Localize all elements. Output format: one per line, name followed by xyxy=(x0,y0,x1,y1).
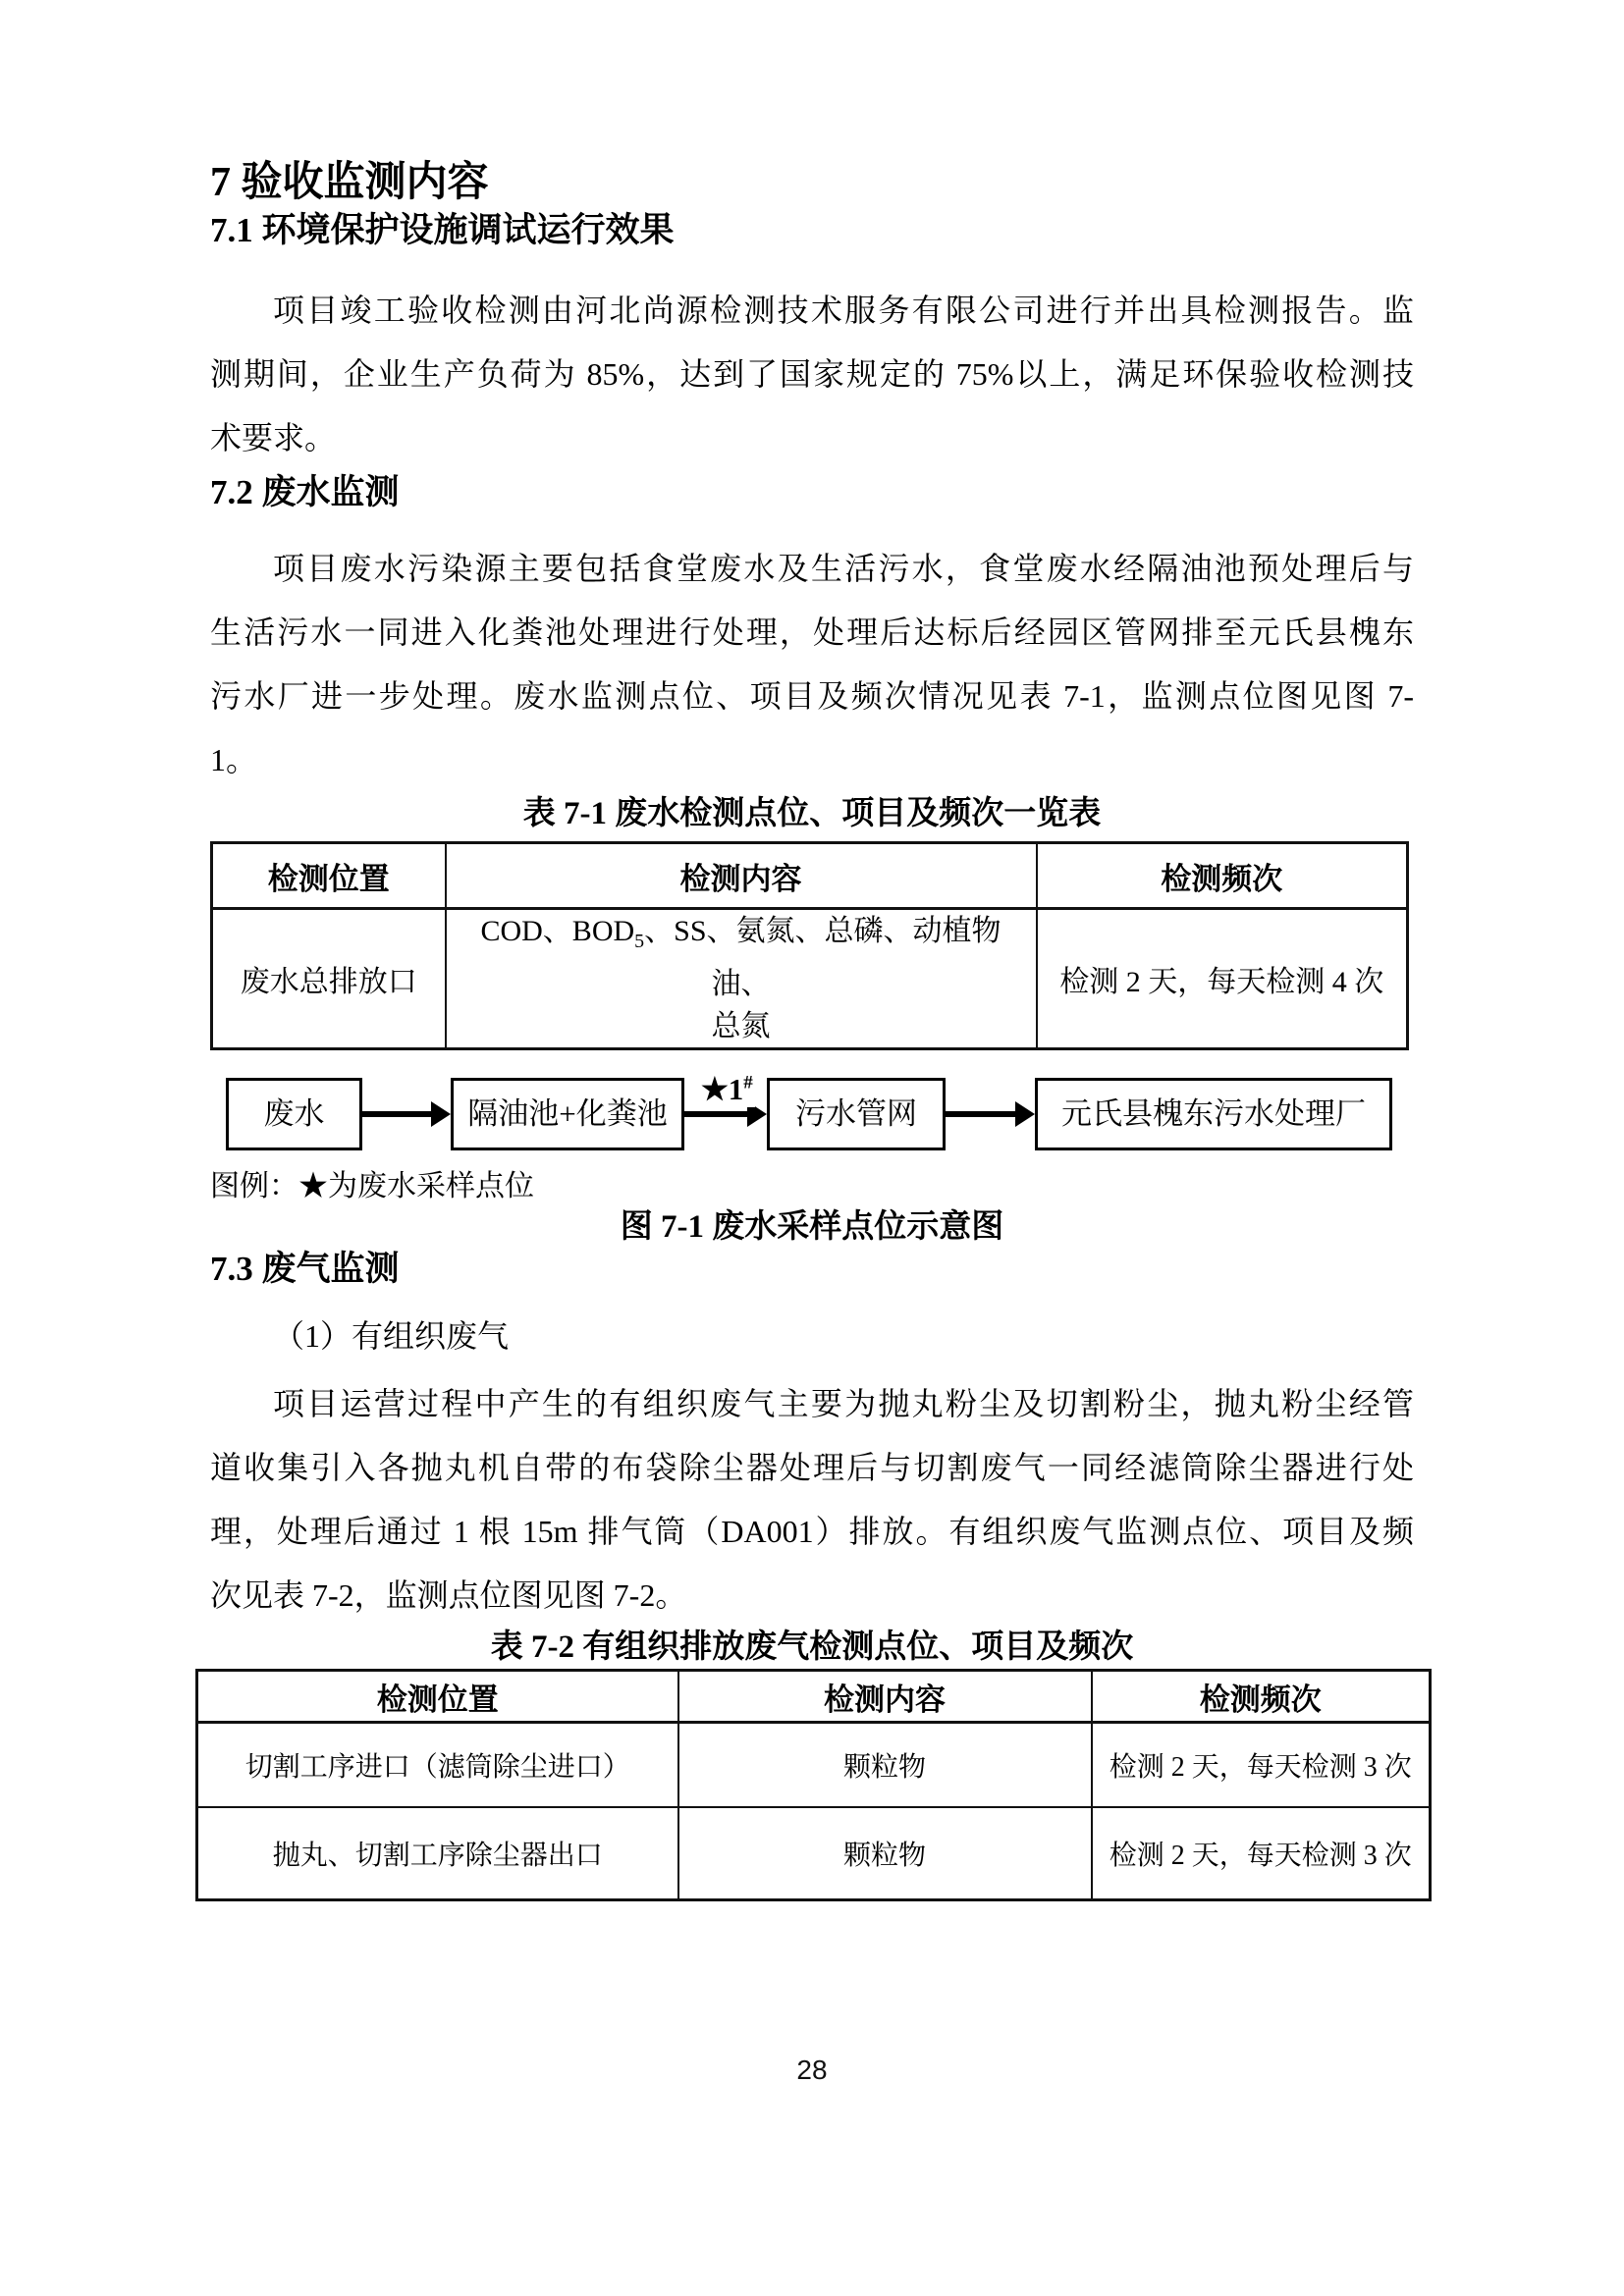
column-header-location: 检测位置 xyxy=(197,1671,678,1723)
legend-text: 为废水采样点位 xyxy=(328,1170,534,1202)
bod-subscript: 5 xyxy=(634,931,645,952)
paragraph-line: 理，处理后通过 1 根 15m 排气筒（DA001）排放。有组织废气监测点位、项目及频 xyxy=(210,1514,1414,1549)
paragraph-line: 项目运营过程中产生的有组织废气主要为抛丸粉尘及切割粉尘，抛丸粉尘经管 xyxy=(273,1386,1414,1421)
cell-content-pre: COD、BOD xyxy=(480,915,635,947)
paragraph-line: 1。 xyxy=(210,742,258,777)
paragraph-line: 次见表 7-2，监测点位图见图 7-2。 xyxy=(210,1577,687,1613)
cell-frequency: 检测 2 天，每天检测 4 次 xyxy=(1037,909,1408,1049)
paragraph-line: 项目竣工验收检测由河北尚源检测技术服务有限公司进行并出具检测报告。监 xyxy=(273,293,1414,328)
table-7-1 xyxy=(210,841,1409,1050)
flow-arrow-icon xyxy=(362,1078,451,1150)
paragraph-line: 污水厂进一步处理。废水监测点位、项目及频次情况见表 7-1，监测点位图见图 7- xyxy=(210,678,1414,714)
flow-box-treatment-plant: 元氏县槐东污水处理厂 xyxy=(1035,1078,1392,1150)
cell-content xyxy=(446,909,1037,1049)
paragraph-line: 术要求。 xyxy=(210,420,337,455)
cell-content: 颗粒物 xyxy=(678,1723,1092,1808)
column-header-frequency: 检测频次 xyxy=(1092,1671,1431,1723)
paragraph-line: 道收集引入各抛丸机自带的布袋除尘器处理后与切割废气一同经滤筒除尘器进行处 xyxy=(210,1450,1414,1485)
cell-frequency: 检测 2 天，每天检测 3 次 xyxy=(1092,1723,1431,1808)
cell-content-line1 xyxy=(453,910,1030,1005)
page-number: 28 xyxy=(796,2055,828,2085)
paragraph-7-2 xyxy=(210,537,1414,792)
cell-location: 废水总排放口 xyxy=(212,909,446,1049)
table-row xyxy=(197,1723,1431,1808)
cell-location: 抛丸、切割工序除尘器出口 xyxy=(197,1807,678,1900)
paragraph-7-3 xyxy=(210,1372,1414,1628)
table-row xyxy=(212,909,1408,1049)
cell-frequency: 检测 2 天，每天检测 3 次 xyxy=(1092,1807,1431,1900)
paragraph-7-1 xyxy=(210,279,1414,470)
table-header-row xyxy=(212,843,1408,909)
flow-arrow-icon xyxy=(946,1078,1035,1150)
column-header-content: 检测内容 xyxy=(678,1671,1092,1723)
legend-prefix: 图例： xyxy=(210,1170,298,1202)
heading-7-1: 7.1 环境保护设施调试运行效果 xyxy=(210,211,675,249)
cell-content-line2: 总氮 xyxy=(711,1010,771,1042)
cell-content-post: 、SS、氨氮、总磷、动植物油、 xyxy=(644,915,1001,1000)
star-icon: ★ xyxy=(298,1170,328,1202)
figure-legend xyxy=(210,1168,1414,1205)
column-header-location: 检测位置 xyxy=(212,843,446,909)
cell-location: 切割工序进口（滤筒除尘进口） xyxy=(197,1723,678,1808)
cell-content: 颗粒物 xyxy=(678,1807,1092,1900)
paragraph-line: 项目废水污染源主要包括食堂废水及生活污水，食堂废水经隔油池预处理后与 xyxy=(273,551,1414,586)
star-icon: ★1 xyxy=(701,1072,744,1106)
sampling-point-superscript: # xyxy=(743,1072,753,1094)
paragraph-line: 生活污水一同进入化粪池处理进行处理，处理后达标后经园区管网排至元氏县槐东 xyxy=(210,614,1414,650)
heading-7-2: 7.2 废水监测 xyxy=(210,473,400,511)
sampling-point-label xyxy=(699,1072,755,1107)
page-title: 7 验收监测内容 xyxy=(210,160,489,205)
flow-box-sewage-network: 污水管网 xyxy=(767,1078,946,1150)
table-row xyxy=(197,1807,1431,1900)
figure-7-1-flow-diagram xyxy=(210,1072,1414,1150)
table-7-1-caption: 表 7-1 废水检测点位、项目及频次一览表 xyxy=(522,796,1102,831)
paragraph-line: 测期间，企业生产负荷为 85%，达到了国家规定的 75%以上，满足环保验收检测技 xyxy=(210,356,1414,392)
subheading-organized-exhaust: （1）有组织废气 xyxy=(273,1318,510,1354)
figure-7-1-caption: 图 7-1 废水采样点位示意图 xyxy=(620,1209,1004,1245)
table-7-2-caption: 表 7-2 有组织排放废气检测点位、项目及频次 xyxy=(490,1629,1134,1665)
heading-7-3: 7.3 废气监测 xyxy=(210,1250,400,1288)
column-header-frequency: 检测频次 xyxy=(1037,843,1408,909)
column-header-content: 检测内容 xyxy=(446,843,1037,909)
table-header-row xyxy=(197,1671,1431,1723)
flow-box-wastewater: 废水 xyxy=(226,1078,362,1150)
flow-box-grease-septic-tank: 隔油池+化粪池 xyxy=(451,1078,684,1150)
table-7-2 xyxy=(195,1669,1432,1901)
